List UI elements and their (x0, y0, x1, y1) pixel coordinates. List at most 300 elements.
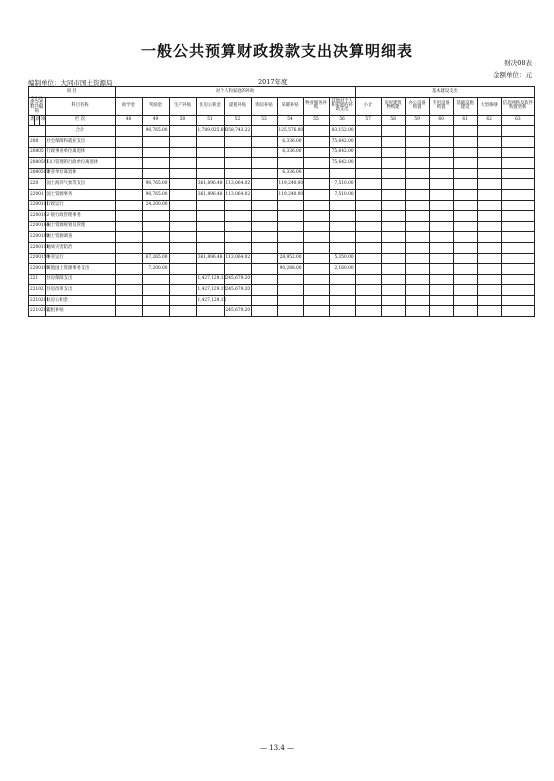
cell-value (453, 295, 477, 306)
cell-value: 6,336.00 (277, 168, 303, 179)
cell-value (251, 264, 277, 275)
cell-value (405, 232, 429, 243)
cell-value (251, 232, 277, 243)
cell-value (429, 306, 453, 317)
cell-value (429, 253, 453, 264)
cell-value (405, 253, 429, 264)
cell-value (453, 189, 477, 200)
cell-value (251, 242, 277, 253)
cell-value (501, 264, 535, 275)
cell-value: 83,152.00 (329, 126, 355, 137)
cell-value (381, 232, 405, 243)
cell-value (277, 211, 303, 222)
column-number: 62 (477, 115, 501, 126)
cell-value: 75,642.00 (329, 136, 355, 147)
cell-value (453, 200, 477, 211)
cell-value (142, 168, 169, 179)
column-number: 50 (169, 115, 196, 126)
table-row (29, 211, 535, 222)
row-code: 220 (29, 179, 46, 190)
cell-value (429, 168, 453, 179)
cell-value (477, 306, 501, 317)
cell-value (477, 147, 501, 158)
cell-value (169, 158, 196, 169)
cell-value (169, 126, 196, 137)
cell-value (405, 158, 429, 169)
table-row (29, 200, 535, 211)
cell-value (429, 147, 453, 158)
cell-value (303, 306, 329, 317)
column-header: 住房公积金 (196, 97, 224, 115)
cell-value (381, 147, 405, 158)
column-header: 小计 (355, 97, 381, 115)
column-number: 57 (355, 115, 381, 126)
row-name: 社会保障和就业支出 (45, 136, 115, 147)
cell-value (429, 221, 453, 232)
cell-value: 125,576.00 (277, 126, 303, 137)
cell-value (429, 179, 453, 190)
cell-value (429, 264, 453, 275)
cell-value (251, 295, 277, 306)
cell-value: 245,679.20 (224, 274, 251, 285)
cell-value (303, 264, 329, 275)
cell-value: 6,336.00 (277, 136, 303, 147)
cell-value (429, 211, 453, 222)
cell-value (501, 200, 535, 211)
column-header: 奖励金 (142, 97, 169, 115)
cell-value (429, 274, 453, 285)
cell-value (277, 285, 303, 296)
column-number: 55 (303, 115, 329, 126)
cell-value (303, 168, 329, 179)
cell-value (142, 295, 169, 306)
cell-value (381, 274, 405, 285)
cell-value (303, 200, 329, 211)
cell-value (405, 274, 429, 285)
cell-value (142, 232, 169, 243)
cell-value (224, 158, 251, 169)
cell-value (169, 253, 196, 264)
group-personal-subsidy: 对个人和家庭的补助 (115, 87, 355, 98)
cls-xiang: 项 (40, 115, 46, 126)
cell-value (251, 189, 277, 200)
cell-value (405, 221, 429, 232)
cell-value (303, 126, 329, 137)
cell-value (224, 136, 251, 147)
row-name: 行政运行 (45, 200, 115, 211)
row-code: 221 (29, 274, 46, 285)
cell-value: 7,200.00 (142, 264, 169, 275)
cell-value (405, 242, 429, 253)
cell-value (251, 158, 277, 169)
cell-value (115, 211, 142, 222)
cls-lei: 类 (29, 115, 35, 126)
cell-value (453, 242, 477, 253)
table-row (29, 179, 535, 190)
cell-value (115, 158, 142, 169)
row-name: 地质灾害防治 (45, 242, 115, 253)
cell-value (224, 211, 251, 222)
column-header: 采暖补贴 (277, 97, 303, 115)
cell-value (196, 211, 224, 222)
cell-value (453, 126, 477, 137)
cell-value (329, 221, 355, 232)
cell-value: 90,288.00 (277, 264, 303, 275)
cell-value (501, 147, 535, 158)
cell-value (405, 200, 429, 211)
row-code: 2210201 (29, 295, 46, 306)
cell-value (501, 211, 535, 222)
cell-value (303, 285, 329, 296)
cell-value (169, 242, 196, 253)
table-row (29, 253, 535, 264)
col-name-header: 科目名称 (45, 97, 115, 115)
cell-value (115, 274, 142, 285)
cell-value: 96,765.00 (142, 126, 169, 137)
cell-value (477, 274, 501, 285)
money-unit: 金额单位：元 (493, 71, 532, 79)
cell-value (381, 295, 405, 306)
column-header: 助学金 (115, 97, 142, 115)
cell-value (251, 126, 277, 137)
table-row (29, 232, 535, 243)
table-row (29, 126, 535, 137)
cell-value (329, 285, 355, 296)
report-year: 2017年度 (258, 78, 288, 86)
cell-value (169, 136, 196, 147)
cell-value: 119,240.00 (277, 189, 303, 200)
cell-value (405, 189, 429, 200)
cell-value: 28,952.00 (277, 253, 303, 264)
cell-value: 358,743.22 (224, 126, 251, 137)
cell-value (277, 274, 303, 285)
column-number: 49 (142, 115, 169, 126)
cell-value (169, 200, 196, 211)
expenditure-table (28, 86, 535, 317)
cell-value (477, 211, 501, 222)
cell-value (477, 179, 501, 190)
table-row (29, 295, 535, 306)
cell-value: 119,240.00 (277, 179, 303, 190)
cell-value: 67,265.00 (142, 253, 169, 264)
cell-value (405, 285, 429, 296)
cell-value (251, 306, 277, 317)
cell-value (329, 306, 355, 317)
cell-value (115, 253, 142, 264)
cell-value: 5,350.00 (329, 253, 355, 264)
cell-value (501, 168, 535, 179)
cell-value: 361,896.48 (196, 189, 224, 200)
cell-value (405, 211, 429, 222)
cell-value (115, 306, 142, 317)
cell-value (501, 306, 535, 317)
cell-value (303, 242, 329, 253)
column-number: 48 (115, 115, 142, 126)
cell-value (429, 232, 453, 243)
column-number: 52 (224, 115, 251, 126)
cell-value (303, 179, 329, 190)
cell-value (355, 200, 381, 211)
cell-value (169, 211, 196, 222)
cell-value (303, 189, 329, 200)
row-name: 合计 (45, 126, 115, 137)
cell-value (429, 158, 453, 169)
cell-value (251, 253, 277, 264)
row-code: 2200109 (29, 232, 46, 243)
cell-value (115, 285, 142, 296)
table-row (29, 147, 535, 158)
cell-value (251, 274, 277, 285)
cell-value (329, 295, 355, 306)
cell-value (115, 126, 142, 137)
row-code (29, 126, 46, 137)
cell-value (477, 285, 501, 296)
cell-value: 75,642.00 (329, 147, 355, 158)
cell-value: 2,160.00 (329, 264, 355, 275)
cell-value: 245,679.20 (224, 285, 251, 296)
cell-value (224, 264, 251, 275)
cell-value (405, 147, 429, 158)
row-code: 2080501 (29, 158, 46, 169)
table-row (29, 189, 535, 200)
cell-value (115, 200, 142, 211)
cell-value (501, 232, 535, 243)
column-number: 54 (277, 115, 303, 126)
cell-value (303, 136, 329, 147)
row-code: 2200150 (29, 253, 46, 264)
cell-value (169, 232, 196, 243)
unit-name: 编制单位：大同市国土资源局 (28, 79, 113, 87)
cell-value: 113,064.02 (224, 253, 251, 264)
cell-value (142, 306, 169, 317)
cell-value (142, 147, 169, 158)
cell-value (277, 306, 303, 317)
cell-value (196, 168, 224, 179)
cell-value (381, 158, 405, 169)
cell-value (355, 285, 381, 296)
cell-value (355, 126, 381, 137)
cell-value (142, 274, 169, 285)
cell-value (381, 264, 405, 275)
table-row (29, 264, 535, 275)
row-name: 一般行政管理事务 (45, 211, 115, 222)
page-number: — 13.4 — (259, 744, 295, 752)
cell-value (251, 221, 277, 232)
cell-value (453, 306, 477, 317)
cell-value (142, 136, 169, 147)
cell-value (429, 136, 453, 147)
cell-value (329, 274, 355, 285)
column-header: 大型修缮 (477, 97, 501, 115)
cell-value (277, 221, 303, 232)
cell-value: 361,896.48 (196, 179, 224, 190)
cell-value: 1,427,129.12 (196, 274, 224, 285)
cell-value: 245,679.20 (224, 306, 251, 317)
cell-value (501, 189, 535, 200)
row-code: 2080502 (29, 168, 46, 179)
table-row (29, 136, 535, 147)
cell-value: 1,427,129.12 (196, 295, 224, 306)
cell-value (196, 232, 224, 243)
cell-value (405, 126, 429, 137)
cell-value (251, 147, 277, 158)
cell-value (115, 189, 142, 200)
cell-value (277, 158, 303, 169)
cell-value (453, 147, 477, 158)
cell-value (453, 168, 477, 179)
column-number: 58 (381, 115, 405, 126)
row-code: 22102 (29, 285, 46, 296)
cell-value (303, 295, 329, 306)
cell-value (224, 295, 251, 306)
cell-value (169, 179, 196, 190)
cell-value (303, 211, 329, 222)
cell-value (142, 221, 169, 232)
cell-value (115, 168, 142, 179)
cell-value (381, 200, 405, 211)
cell-value (251, 200, 277, 211)
cell-value (381, 126, 405, 137)
row-name: 其他国土资源事务支出 (45, 264, 115, 275)
cell-value (196, 306, 224, 317)
cell-value (501, 285, 535, 296)
cell-value (224, 147, 251, 158)
cell-value (169, 189, 196, 200)
cell-value (477, 264, 501, 275)
cell-value (477, 221, 501, 232)
cell-value (115, 147, 142, 158)
cell-value (381, 211, 405, 222)
row-name: 国土资源规划及管理 (45, 221, 115, 232)
column-header: 其他对个人和家庭的补助支出 (329, 97, 355, 115)
cell-value (453, 253, 477, 264)
cell-value (501, 242, 535, 253)
cell-value (381, 242, 405, 253)
cell-value (453, 136, 477, 147)
cell-value (453, 285, 477, 296)
cell-value (142, 285, 169, 296)
cell-value (381, 136, 405, 147)
cell-value: 113,064.02 (224, 189, 251, 200)
cell-value (303, 158, 329, 169)
column-number: 63 (501, 115, 535, 126)
cell-value (477, 168, 501, 179)
cell-value (381, 306, 405, 317)
cell-value (169, 264, 196, 275)
cell-value (501, 136, 535, 147)
column-number: 53 (251, 115, 277, 126)
cell-value: 7,510.00 (329, 179, 355, 190)
cell-value (169, 221, 196, 232)
cell-value (196, 242, 224, 253)
column-header: 基础设施建设 (453, 97, 477, 115)
column-number: 61 (453, 115, 477, 126)
cell-value (355, 295, 381, 306)
column-header: 物业服务补贴 (303, 97, 329, 115)
table-row (29, 274, 535, 285)
cell-value (303, 274, 329, 285)
cell-value (251, 179, 277, 190)
cell-value (355, 242, 381, 253)
cell-value (169, 295, 196, 306)
cell-value (277, 232, 303, 243)
table-row (29, 168, 535, 179)
row-code: 2200111 (29, 242, 46, 253)
cell-value (477, 136, 501, 147)
cell-value (381, 285, 405, 296)
cell-value (477, 126, 501, 137)
cell-value: 96,765.00 (142, 179, 169, 190)
row-name: 事业单位离退休 (45, 168, 115, 179)
column-header: 购房补贴 (251, 97, 277, 115)
cell-value (142, 242, 169, 253)
cell-value (381, 221, 405, 232)
cell-value (429, 126, 453, 137)
cell-value (169, 285, 196, 296)
column-number: 59 (405, 115, 429, 126)
cell-value: 1,789,025.69 (196, 126, 224, 137)
cell-value: 7,510.00 (329, 189, 355, 200)
cell-value (429, 242, 453, 253)
form-code: 财决08表 (504, 59, 532, 67)
cell-value (381, 189, 405, 200)
cell-value (115, 179, 142, 190)
row-code: 2210202 (29, 306, 46, 317)
cell-value (142, 211, 169, 222)
cell-value (115, 242, 142, 253)
cls-kuan: 款 (34, 115, 40, 126)
cell-value (115, 264, 142, 275)
cell-value (477, 189, 501, 200)
cell-value (405, 136, 429, 147)
column-number: 56 (329, 115, 355, 126)
cell-value (453, 221, 477, 232)
cell-value (115, 221, 142, 232)
cell-value (501, 179, 535, 190)
cell-value: 6,336.00 (277, 147, 303, 158)
cell-value (303, 221, 329, 232)
column-header: 信息网络及软件购置更新 (501, 97, 535, 115)
cell-value (355, 168, 381, 179)
cell-value (329, 200, 355, 211)
cell-value (251, 211, 277, 222)
row-name: 住房改革支出 (45, 285, 115, 296)
cell-value (303, 253, 329, 264)
cell-value (277, 242, 303, 253)
cell-value (429, 189, 453, 200)
row-code: 208 (29, 136, 46, 147)
cell-value: 113,064.02 (224, 179, 251, 190)
cell-value: 75,642.00 (329, 158, 355, 169)
cell-value (405, 179, 429, 190)
cell-value (329, 242, 355, 253)
cell-value (477, 232, 501, 243)
cell-value (355, 189, 381, 200)
cell-value (355, 211, 381, 222)
column-number: 51 (196, 115, 224, 126)
cell-value (142, 158, 169, 169)
row-name: 提租补贴 (45, 306, 115, 317)
cell-value (381, 253, 405, 264)
cell-value (355, 306, 381, 317)
cell-value (453, 158, 477, 169)
cell-value: 361,896.48 (196, 253, 224, 264)
cell-value: 96,765.00 (142, 189, 169, 200)
cell-value (501, 158, 535, 169)
table-row (29, 221, 535, 232)
lan-label: 栏 次 (45, 115, 115, 126)
column-header: 提租补贴 (224, 97, 251, 115)
